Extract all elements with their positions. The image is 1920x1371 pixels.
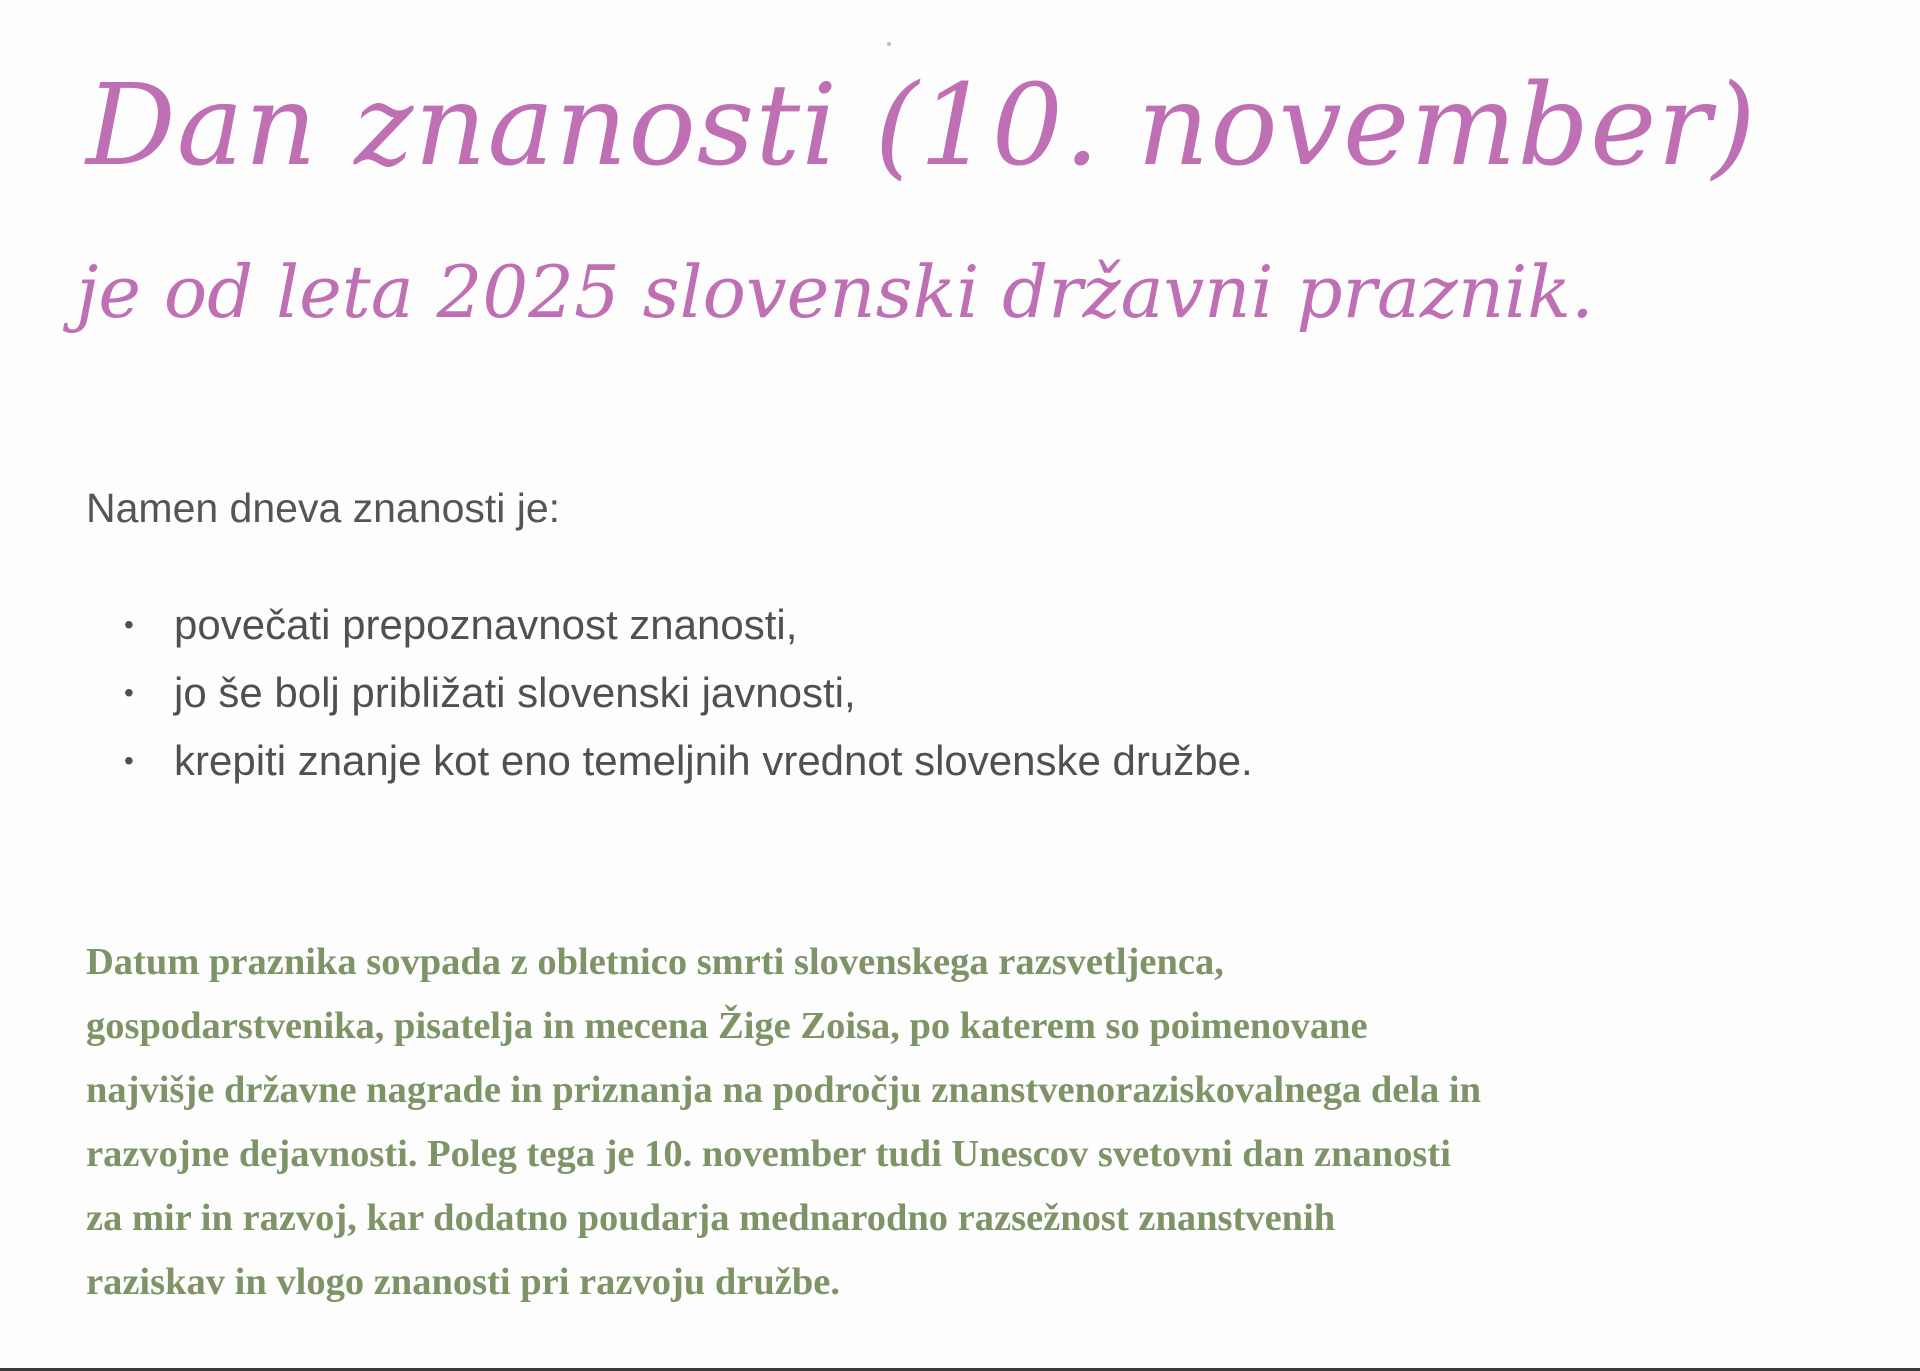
paper-speck [887,42,891,46]
goal-item [124,591,1253,659]
body-line: Datum praznika sovpada z obletnico smrti slovenskega razsvetljenca, [86,941,1224,983]
body-line: razvojne dejavnosti. Poleg tega je 10. november tudi Unescov svetovni dan znanosti [86,1133,1451,1175]
goals-list [124,591,1253,795]
goal-text: krepiti znanje kot eno temeljnih vrednot slovenske družbe. [174,737,1253,784]
purpose-heading: Namen dneva znanosti je: [86,485,561,531]
goal-text: jo še bolj približati slovenski javnosti, [174,669,856,716]
bullet-icon: • [124,745,134,776]
page-title: Dan znanosti (10. november) [86,61,1757,191]
bullet-icon: • [124,609,134,640]
bullet-icon: • [124,677,134,708]
page-subtitle: je od leta 2025 slovenski državni praznik. [76,250,1594,334]
goal-text: povečati prepoznavnost znanosti, [174,601,798,648]
body-line: raziskav in vlogo znanosti pri razvoju družbe. [86,1261,840,1303]
body-line: najvišje državne nagrade in priznanja na področju znanstvenoraziskovalnega dela in [86,1069,1482,1111]
goal-item [124,727,1253,795]
body-line: za mir in razvoj, kar dodatno poudarja mednarodno razsežnost znanstvenih [86,1197,1336,1239]
body-paragraph [86,930,1886,1314]
body-line: gospodarstvenika, pisatelja in mecena Žige Zoisa, po katerem so poimenovane [86,1005,1368,1047]
goal-item [124,659,1253,727]
